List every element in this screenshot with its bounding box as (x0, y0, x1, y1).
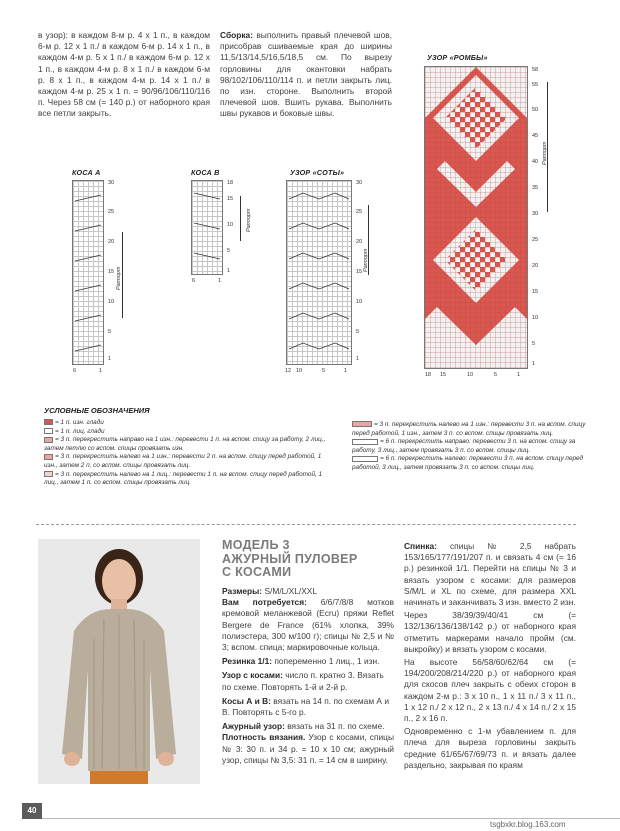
chart-soty-col-5: 5 (322, 368, 326, 374)
rib-line: Резинка 1/1: попеременно 1 лиц., 1 изн. (222, 656, 380, 667)
chart-soty-col-10: 10 (296, 368, 303, 374)
model-details (222, 586, 394, 766)
chart-kosa-b-row-5: 5 (227, 248, 231, 254)
chart-soty-col-12: 12 (285, 368, 292, 374)
cross-left-knit-swatch (44, 471, 53, 477)
legend-right (352, 421, 590, 473)
assembly-label: Сборка: (220, 30, 253, 40)
chart-kosa-a-row-5: 5 (108, 329, 112, 335)
legend-item: = 3 п. перекрестить направо на 1 изн.: перевести 1 п. на вспом. спицу за работу, 2 лиц., затем петлю со вспом. спицы провязать изн. (44, 436, 326, 452)
chart-romby-row-20: 20 (532, 263, 539, 269)
cross-6-left-swatch (352, 456, 378, 462)
cross-3-left-purl-swatch (352, 421, 372, 427)
sizes-line: Размеры: S/M/L/XL/XXL (222, 586, 318, 596)
chart-romby-row-5: 5 (532, 341, 536, 347)
chart-kosa-b-repeat: Раппорт (246, 208, 252, 232)
legend-title: УСЛОВНЫЕ ОБОЗНАЧЕНИЯ (44, 406, 150, 415)
chart-kosa-a-row-25: 25 (108, 209, 115, 215)
chart-kosa-a-title: КОСА А (72, 168, 101, 177)
back-para-4: Одновременно с 1-м убавлением п. для плеча для выреза горловины закрыть средние 61/65/67/69/73 п. и вязать далее раздельно, закрывая по краям (404, 726, 576, 770)
chart-romby-row-55: 55 (532, 82, 539, 88)
chart-soty-row-20: 20 (356, 239, 363, 245)
chart-soty-title: УЗОР «СОТЫ» (290, 168, 345, 177)
chart-kosa-a-col-1: 1 (99, 368, 103, 374)
site-watermark: tsgbxkr.blog.163.com (490, 820, 566, 829)
chart-romby-grid (424, 66, 528, 369)
chart-romby-row-45: 45 (532, 133, 539, 139)
legend-item: = 1 п. изн. глади (44, 419, 334, 428)
chart-romby-col-15: 15 (440, 372, 447, 378)
chart-kosa-a-row-30: 30 (108, 180, 115, 186)
section-divider (36, 524, 576, 525)
model-title-line2: С КОСАМИ (222, 565, 292, 579)
chart-kosa-b-col-1: 1 (218, 278, 222, 284)
back-instructions (404, 541, 576, 771)
chart-kosa-a-grid (72, 180, 104, 365)
purl-swatch (44, 419, 53, 425)
chart-kosa-a-row-1: 1 (108, 356, 112, 362)
lace-line: Ажурный узор: вязать на 31 п. по схеме. (222, 721, 385, 732)
chart-romby-col-5: 5 (494, 372, 498, 378)
legend-item: = 3 п. перекрестить налево на 1 изн.: перевести 2 п. на вспом. спицу перед работой, 1 изн., затем 2 п. со вспом. спицы провязать лиц. (44, 453, 322, 469)
top-text-col1: в узор): в каждом 8-м р. 4 х 1 п., в каждом 6-м р. 12 х 1 п./ в каждом 6-м р. 14 х 1 п., в каждом 4-м р. 5 х 1 п./ в каждом 6-м р. 12 х 1 п., в каждом 4-м р. 8 х 1 п./ в каждом 6-м р. 8 х 1 п., в каждом 4-м р. 14 х 1 п./ в каждом 4-м р. 25 х 1 п. = 90/96/106/110/116 п. Через 58 см (= 140 р.) от наборного края все петли закрыть. (38, 30, 210, 119)
chart-romby-repeat: Раппорт (542, 141, 548, 165)
chart-soty-repeat: Раппорт (363, 248, 369, 272)
page-number: 40 (22, 803, 42, 819)
assembly-text: выполнить правый плечевой шов, присобрав сшиваемые края до ширины 11,5/13/14,5/16,5/18,5 см. По вырезу горловины для окантовки набрать 98/102/106/110/114 п. и петли закрыть лиц. по изн. стороне. Выполнить второй плечевой шов. Вшить рукава. Выполнить швы рукавов и боковые швы. (220, 30, 392, 119)
density-line: Плотность вязания. Узор с косами, спицы № 3: 30 п. и 34 р. = 10 х 10 см; ажурный узор, спицы № 3,5: 31 п. = 14 см в ширину. (222, 732, 394, 765)
chart-romby-col-18: 18 (425, 372, 432, 378)
cross-left-purl-swatch (44, 454, 53, 460)
back-para-1: Спинка: спицы № 2,5 набрать 153/165/177/191/207 п. и связать 4 см (= 16 р.) резинкой 1/1. Перейти на спицы № 3 и вязать узором с косами: для размеров S/M/L и XL по схеме, для размера XXL начинать и заканчивать 3 изн. вместо 2 изн. (404, 541, 576, 608)
chart-romby-row-15: 15 (532, 289, 539, 295)
chart-kosa-b-row-10: 10 (227, 222, 234, 228)
chart-romby-row-25: 25 (532, 237, 539, 243)
model-photo (38, 539, 200, 784)
chart-romby-col-1: 1 (517, 372, 521, 378)
chart-romby-row-58: 58 (532, 67, 539, 73)
chart-soty-row-30: 30 (356, 180, 363, 186)
chart-kosa-b-title: КОСА В (191, 168, 220, 177)
chart-kosa-a-col-6: 6 (73, 368, 77, 374)
chart-kosa-b-col-6: 6 (192, 278, 196, 284)
chart-soty-row-10: 10 (356, 299, 363, 305)
chart-romby-symbols (425, 67, 527, 368)
legend-item: = 1 п. лиц. глади (44, 428, 334, 437)
chart-soty-row-25: 25 (356, 209, 363, 215)
chart-soty-grid (286, 180, 352, 365)
chart-romby-row-1: 1 (532, 361, 536, 367)
chart-soty-row-15: 15 (356, 269, 363, 275)
footer-rule (42, 818, 620, 819)
chart-kosa-a-repeat: Раппорт (116, 266, 122, 290)
chart-kosa-a-row-10: 10 (108, 299, 115, 305)
top-text-col2 (220, 30, 392, 120)
model-number: МОДЕЛЬ 3 (222, 538, 290, 552)
chart-romby-row-35: 35 (532, 185, 539, 191)
chart-romby-col-10: 10 (467, 372, 474, 378)
legend-item: = 3 п. перекрестить налево на 1 изн.: перевести 3 п. на вспом. спицу перед работой, 1 изн., затем 3 п. со вспом. спицы провязать лиц. (352, 421, 586, 437)
cable-line: Узор с косами: число п. кратно 3. Вязать по схеме. Повторять 1-й и 2-й р. (222, 670, 384, 692)
chart-soty-row-5: 5 (356, 329, 360, 335)
knit-swatch (44, 428, 53, 434)
chart-kosa-b-row-18: 18 (227, 180, 234, 186)
model-photo-illustration (38, 539, 200, 784)
chart-kosa-a-symbols (73, 181, 103, 364)
chart-kosa-a-row-20: 20 (108, 239, 115, 245)
model-title-line1: АЖУРНЫЙ ПУЛОВЕР (222, 551, 358, 566)
chart-kosa-b-symbols (192, 181, 222, 274)
chart-kosa-b-row-1: 1 (227, 268, 231, 274)
chart-romby-row-40: 40 (532, 159, 539, 165)
back-para-2: Через 38/39/39/40/41 см (= 132/136/136/138/142 р.) от наборного края отметить маркерами начало пройм (см. выкройку) и вязать узором с косами. (404, 610, 576, 654)
legend-item: = 3 п. перекрестить налево на 1 лиц.: перевести 1 п. на вспом. спицу перед работой, 1 лиц., затем 1 п. со вспом. спицы провязать лиц. (44, 470, 323, 487)
chart-romby-row-10: 10 (532, 315, 539, 321)
back-para-3: На высоте 56/58/60/62/64 см (= 194/200/208/214/220 р.) от наборного края для скосов плеч закрыть с обеих сторон в каждом 2-м р.: 3 х 10 п., 1 х 11 п./ 3 х 11 п., 1 х 12 п./ 2 х 12 п., 2 х 13 п./ 4 х 14 п./ 2 х 15 п., 2 х 16 п. (404, 657, 576, 724)
chart-kosa-a-row-15: 15 (108, 269, 115, 275)
cross-6-right-swatch (352, 439, 378, 445)
chart-soty-col-1: 1 (344, 368, 348, 374)
chart-kosa-b-grid (191, 180, 223, 275)
chart-kosa-b-row-15: 15 (227, 196, 234, 202)
chart-soty-symbols (287, 181, 351, 364)
ab-line: Косы А и В: вязать на 14 п. по схемам А и В. Повторять с 5-го р. (222, 695, 390, 718)
chart-romby-title: УЗОР «РОМБЫ» (427, 53, 488, 62)
model-heading (222, 539, 392, 580)
chart-soty-row-1: 1 (356, 356, 360, 362)
chart-romby-row-50: 50 (532, 107, 539, 113)
cross-right-purl-swatch (44, 437, 53, 443)
legend-left (44, 419, 334, 488)
legend-item: = 6 п. перекрестить налево: перевести 3 п. на вспом. спицу перед работой, 3 лиц., затем провязать 3 п. со вспом. спицы лиц. (352, 455, 584, 471)
materials-line: Вам потребуется: 6/6/7/8/8 мотков кремовой меланжевой (Ecru) пряжи Reflet Bergere de France (61% хлопка, 39% полиэстера, 300 м/100 г); спицы № 2,5 и № 3; вспом. спица; маркировочные кольца. (222, 597, 394, 653)
chart-romby-row-30: 30 (532, 211, 539, 217)
legend-item: = 6 п. перекрестить направо: перевести 3 п. на вспом. спицу за работу, 3 лиц., затем провязать 3 п. со вспом. спицы лиц. (352, 438, 576, 454)
